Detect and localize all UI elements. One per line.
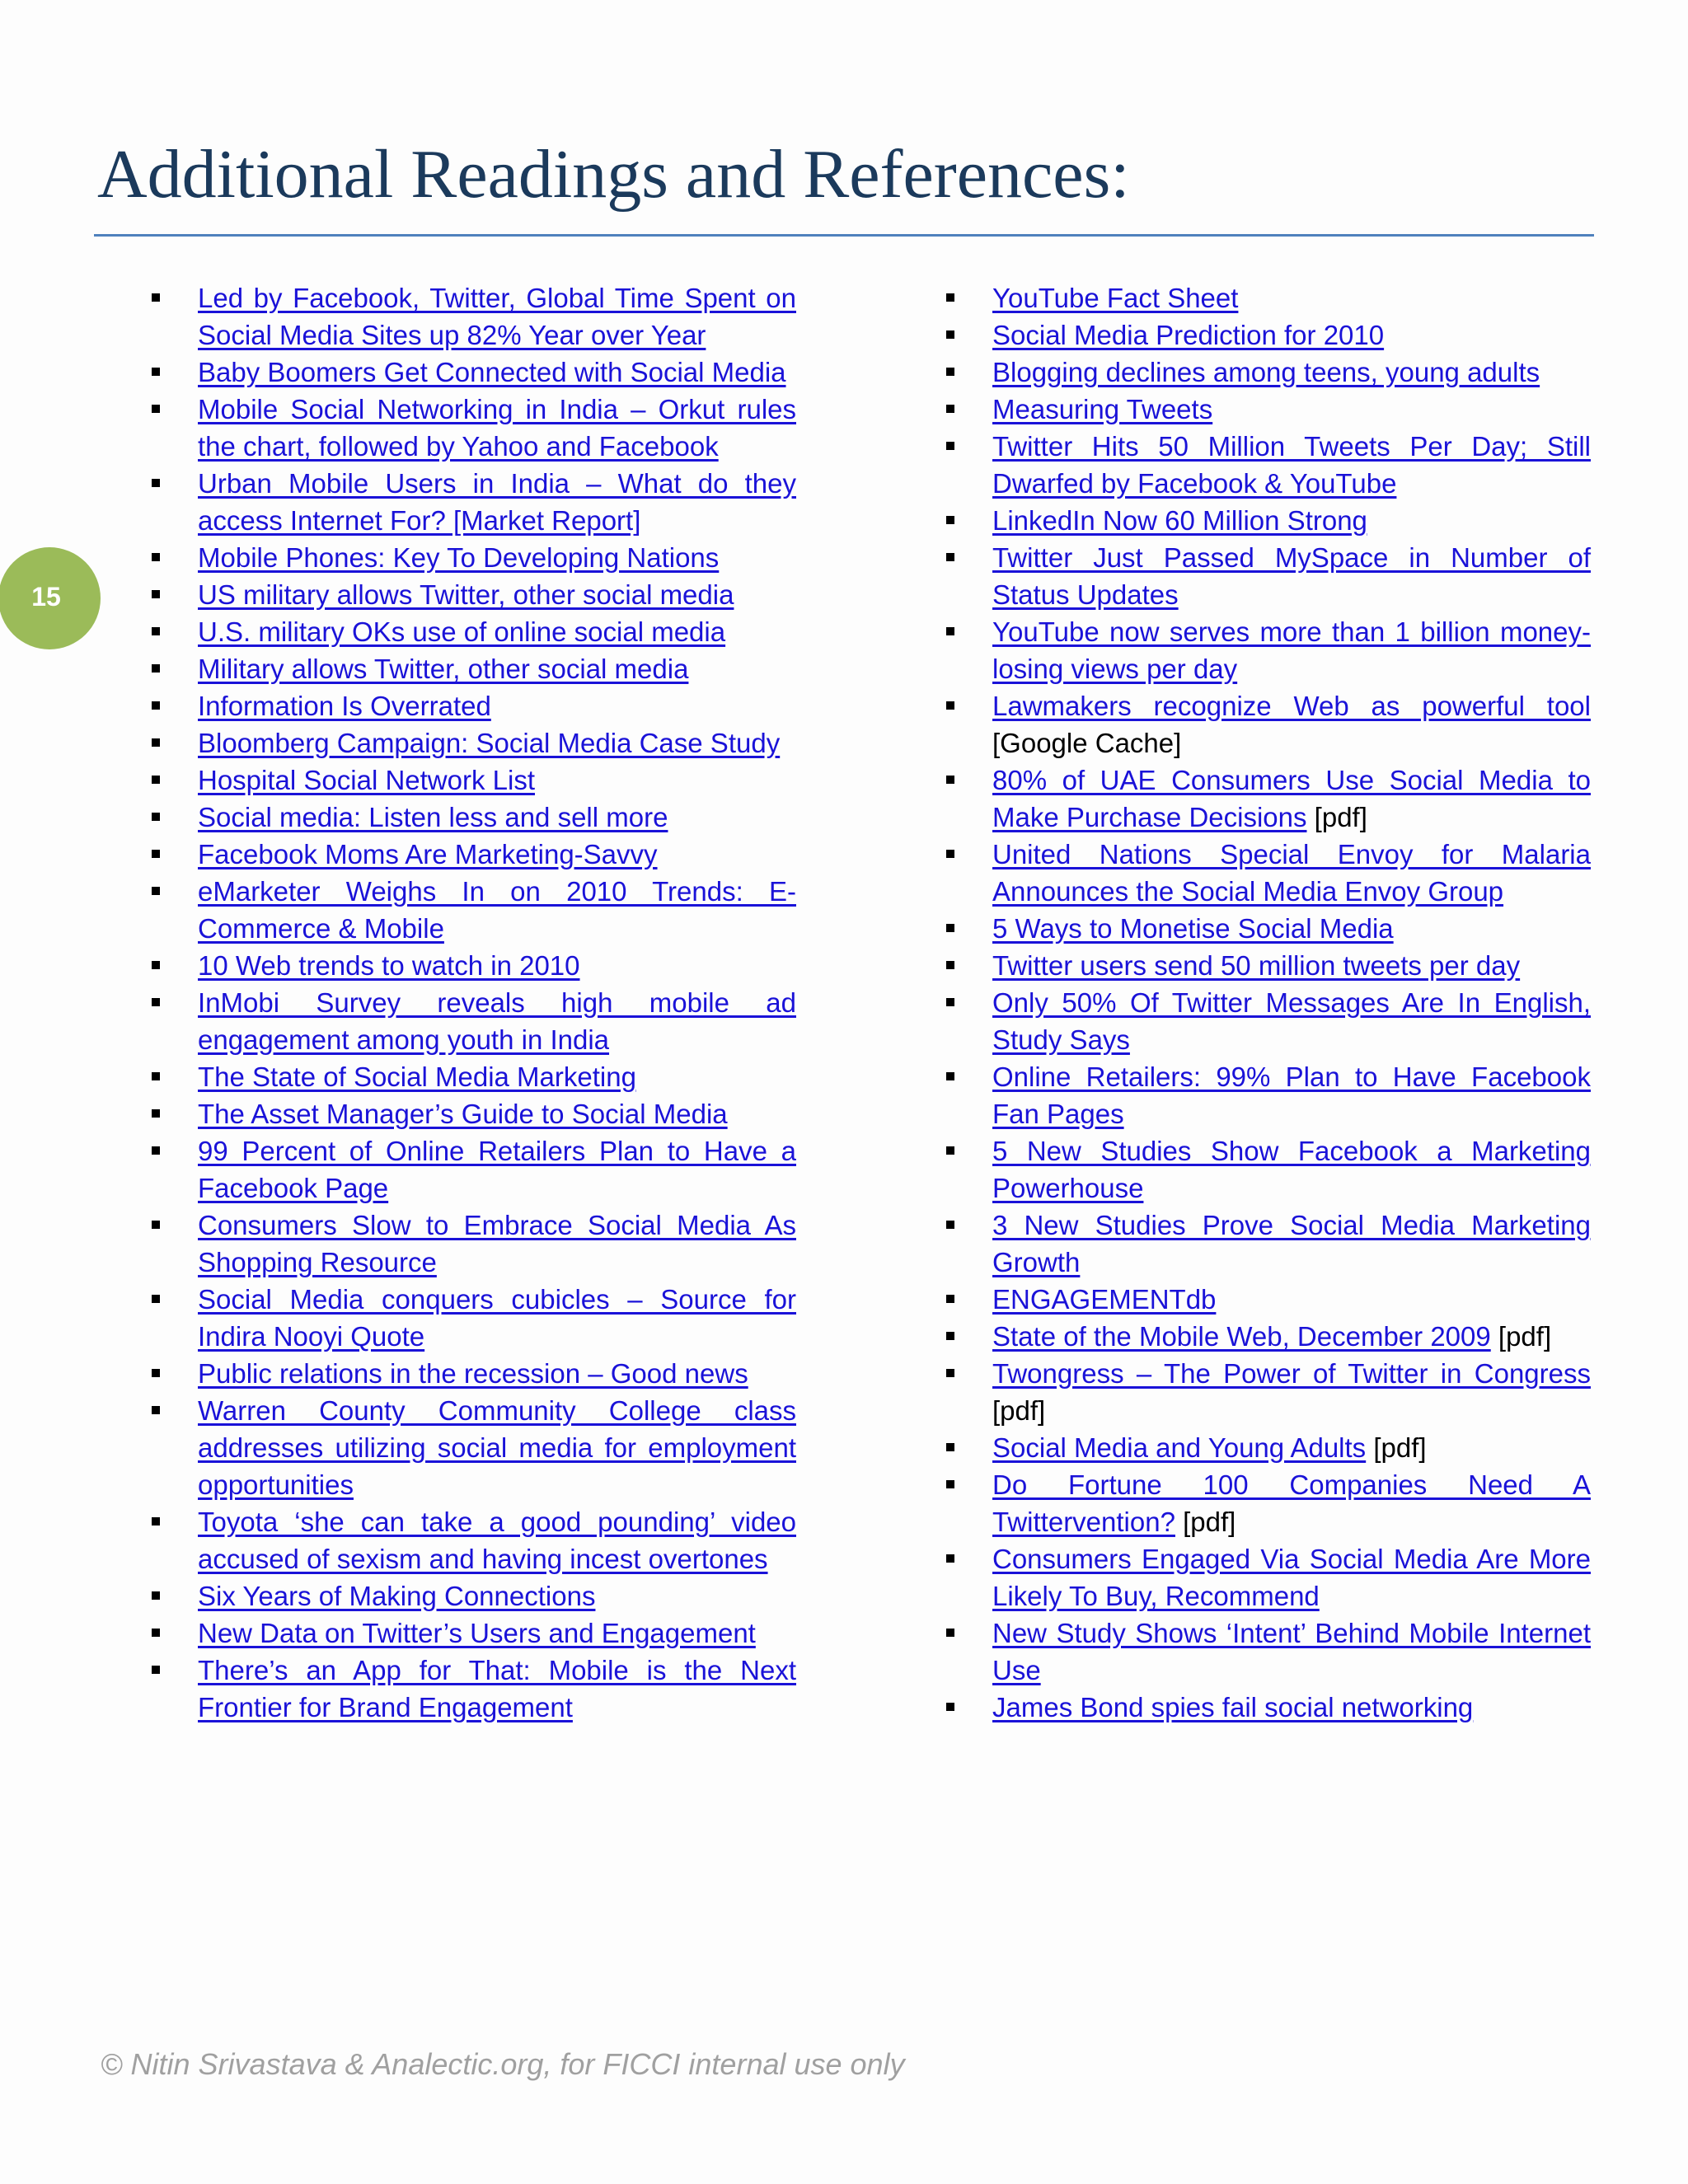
reference-item bbox=[198, 1281, 796, 1355]
reference-item bbox=[198, 650, 796, 687]
reference-link[interactable]: Online Retailers: 99% Plan to Have Facebook Fan Pages bbox=[992, 1062, 1591, 1129]
reference-item bbox=[198, 1355, 796, 1392]
reference-item bbox=[198, 799, 796, 836]
reference-item bbox=[198, 984, 796, 1058]
reference-item bbox=[992, 613, 1591, 687]
reference-item bbox=[198, 539, 796, 576]
reference-link[interactable]: Warren County Community College class addresses utilizing social media for employment opportunities bbox=[198, 1395, 796, 1500]
reference-link[interactable]: Twitter users send 50 million tweets per day bbox=[992, 950, 1521, 981]
reference-link[interactable]: New Data on Twitter’s Users and Engagement bbox=[198, 1618, 756, 1648]
reference-link[interactable]: James Bond spies fail social networking bbox=[992, 1692, 1474, 1722]
page-number-badge bbox=[0, 547, 101, 649]
reference-item bbox=[992, 1615, 1591, 1689]
reference-item bbox=[198, 1615, 796, 1652]
reference-item bbox=[992, 836, 1591, 910]
reference-item bbox=[198, 687, 796, 724]
reference-item bbox=[198, 1132, 796, 1207]
title-underline bbox=[94, 234, 1594, 237]
reference-link[interactable]: Social Media Prediction for 2010 bbox=[992, 320, 1385, 350]
reference-item bbox=[992, 1689, 1591, 1726]
reference-item bbox=[992, 539, 1591, 613]
reference-item bbox=[992, 1540, 1591, 1615]
reference-item bbox=[992, 502, 1591, 539]
reference-link[interactable]: Mobile Phones: Key To Developing Nations bbox=[198, 542, 720, 573]
reference-item bbox=[198, 613, 796, 650]
reference-item bbox=[992, 428, 1591, 502]
page-title: Additional Readings and References: bbox=[97, 136, 1130, 213]
reference-link[interactable]: The State of Social Media Marketing bbox=[198, 1062, 636, 1092]
reference-item bbox=[198, 947, 796, 984]
reference-link[interactable]: Hospital Social Network List bbox=[198, 765, 535, 795]
reference-link[interactable]: There’s an App for That: Mobile is the Next Frontier for Brand Engagement bbox=[198, 1655, 796, 1722]
reference-link[interactable]: Social Media conquers cubicles – Source for Indira Nooyi Quote bbox=[198, 1284, 796, 1352]
reference-link[interactable]: New Study Shows ‘Intent’ Behind Mobile Internet Use bbox=[992, 1618, 1591, 1685]
reference-link[interactable]: eMarketer Weighs In on 2010 Trends: E-Commerce & Mobile bbox=[198, 876, 796, 944]
reference-format-note: [pdf] bbox=[992, 1395, 1046, 1426]
reference-link[interactable]: Consumers Slow to Embrace Social Media As Shopping Resource bbox=[198, 1210, 796, 1277]
reference-link[interactable]: Social Media and Young Adults bbox=[992, 1432, 1367, 1463]
reference-item bbox=[992, 1355, 1591, 1429]
reference-item bbox=[198, 465, 796, 539]
copyright-footer: © Nitin Srivastava & Analectic.org, for FICCI internal use only bbox=[101, 2047, 905, 2081]
reference-item bbox=[992, 1281, 1591, 1318]
reference-item bbox=[992, 1207, 1591, 1281]
reference-item bbox=[992, 687, 1591, 762]
reference-link[interactable]: 80% of UAE Consumers Use Social Media to Make Purchase Decisions bbox=[992, 765, 1591, 832]
page-number: 15 bbox=[31, 582, 61, 612]
reference-item bbox=[198, 724, 796, 762]
reference-item bbox=[198, 836, 796, 873]
reference-link[interactable]: LinkedIn Now 60 Million Strong bbox=[992, 505, 1367, 536]
reference-link[interactable]: ENGAGEMENTdb bbox=[992, 1284, 1217, 1315]
reference-link[interactable]: Twitter Just Passed MySpace in Number of Status Updates bbox=[992, 542, 1591, 610]
reference-link[interactable]: Information Is Overrated bbox=[198, 691, 491, 721]
reference-link[interactable]: Led by Facebook, Twitter, Global Time Spent on Social Media Sites up 82% Year over Year bbox=[198, 283, 796, 350]
reference-item bbox=[992, 1466, 1591, 1540]
reference-link[interactable]: Do Fortune 100 Companies Need A Twittervention? bbox=[992, 1469, 1591, 1537]
reference-link[interactable]: 5 New Studies Show Facebook a Marketing Powerhouse bbox=[992, 1136, 1591, 1203]
reference-link[interactable]: YouTube Fact Sheet bbox=[992, 283, 1239, 313]
reference-link[interactable]: Lawmakers recognize Web as powerful tool bbox=[992, 691, 1591, 721]
reference-link[interactable]: The Asset Manager’s Guide to Social Media bbox=[198, 1099, 728, 1129]
reference-item bbox=[992, 1132, 1591, 1207]
reference-link[interactable]: YouTube now serves more than 1 billion money-losing views per day bbox=[992, 616, 1591, 684]
reference-link[interactable]: InMobi Survey reveals high mobile ad engagement among youth in India bbox=[198, 987, 796, 1055]
reference-item bbox=[992, 391, 1591, 428]
reference-link[interactable]: 3 New Studies Prove Social Media Marketing Growth bbox=[992, 1210, 1591, 1277]
reference-item bbox=[198, 576, 796, 613]
reference-link[interactable]: 5 Ways to Monetise Social Media bbox=[992, 913, 1394, 944]
reference-format-note: [pdf] bbox=[1306, 802, 1367, 832]
reference-item bbox=[992, 762, 1591, 836]
reference-item bbox=[198, 1577, 796, 1615]
reference-link[interactable]: Toyota ‘she can take a good pounding’ video accused of sexism and having incest overtones bbox=[198, 1507, 796, 1574]
reference-link[interactable]: Public relations in the recession – Good news bbox=[198, 1358, 748, 1389]
reference-link[interactable]: Bloomberg Campaign: Social Media Case Study bbox=[198, 728, 781, 758]
reference-link[interactable]: US military allows Twitter, other social media bbox=[198, 579, 734, 610]
reference-item bbox=[198, 1095, 796, 1132]
reference-link[interactable]: Social media: Listen less and sell more bbox=[198, 802, 668, 832]
reference-link[interactable]: Urban Mobile Users in India – What do they access Internet For? [Market Report] bbox=[198, 468, 796, 536]
reference-item bbox=[198, 391, 796, 465]
reference-item bbox=[992, 1058, 1591, 1132]
reference-link[interactable]: 99 Percent of Online Retailers Plan to Have a Facebook Page bbox=[198, 1136, 796, 1203]
reference-item bbox=[198, 1058, 796, 1095]
reference-format-note: [Google Cache] bbox=[992, 728, 1182, 758]
reference-item bbox=[198, 354, 796, 391]
reference-link[interactable]: 10 Web trends to watch in 2010 bbox=[198, 950, 580, 981]
reference-item bbox=[992, 1429, 1591, 1466]
reference-item bbox=[198, 1207, 796, 1281]
reference-item bbox=[198, 762, 796, 799]
reference-link[interactable]: U.S. military OKs use of online social media bbox=[198, 616, 726, 647]
reference-link[interactable]: Six Years of Making Connections bbox=[198, 1581, 596, 1611]
reference-link[interactable]: Facebook Moms Are Marketing-Savvy bbox=[198, 839, 658, 869]
reference-item bbox=[992, 1318, 1591, 1355]
reference-link[interactable]: Military allows Twitter, other social media bbox=[198, 654, 689, 684]
reference-link[interactable]: Twitter Hits 50 Million Tweets Per Day; Still Dwarfed by Facebook & YouTube bbox=[992, 431, 1591, 499]
reference-link[interactable]: Blogging declines among teens, young adults bbox=[992, 357, 1540, 387]
reference-link[interactable]: Only 50% Of Twitter Messages Are In English, Study Says bbox=[992, 987, 1591, 1055]
references-left-column bbox=[198, 279, 796, 1726]
reference-item bbox=[992, 984, 1591, 1058]
reference-link[interactable]: Consumers Engaged Via Social Media Are More Likely To Buy, Recommend bbox=[992, 1544, 1591, 1611]
reference-format-note: [pdf] bbox=[1490, 1321, 1552, 1352]
reference-link[interactable]: United Nations Special Envoy for Malaria Announces the Social Media Envoy Group bbox=[992, 839, 1591, 907]
reference-link[interactable]: Twongress – The Power of Twitter in Congress bbox=[992, 1358, 1591, 1389]
references-right-column bbox=[992, 279, 1591, 1726]
reference-item bbox=[992, 947, 1591, 984]
reference-item bbox=[992, 279, 1591, 316]
reference-item bbox=[198, 1652, 796, 1726]
reference-item bbox=[992, 316, 1591, 354]
reference-item bbox=[992, 910, 1591, 947]
reference-item bbox=[198, 873, 796, 947]
reference-item bbox=[198, 1503, 796, 1577]
reference-link[interactable]: Mobile Social Networking in India – Orkut rules the chart, followed by Yahoo and Facebook bbox=[198, 394, 796, 462]
reference-link[interactable]: Measuring Tweets bbox=[992, 394, 1213, 424]
reference-link[interactable]: State of the Mobile Web, December 2009 bbox=[992, 1321, 1491, 1352]
reference-item bbox=[198, 1392, 796, 1503]
reference-item bbox=[198, 279, 796, 354]
reference-link[interactable]: Baby Boomers Get Connected with Social Media bbox=[198, 357, 786, 387]
reference-format-note: [pdf] bbox=[1366, 1432, 1427, 1463]
reference-item bbox=[992, 354, 1591, 391]
reference-format-note: [pdf] bbox=[1175, 1507, 1236, 1537]
